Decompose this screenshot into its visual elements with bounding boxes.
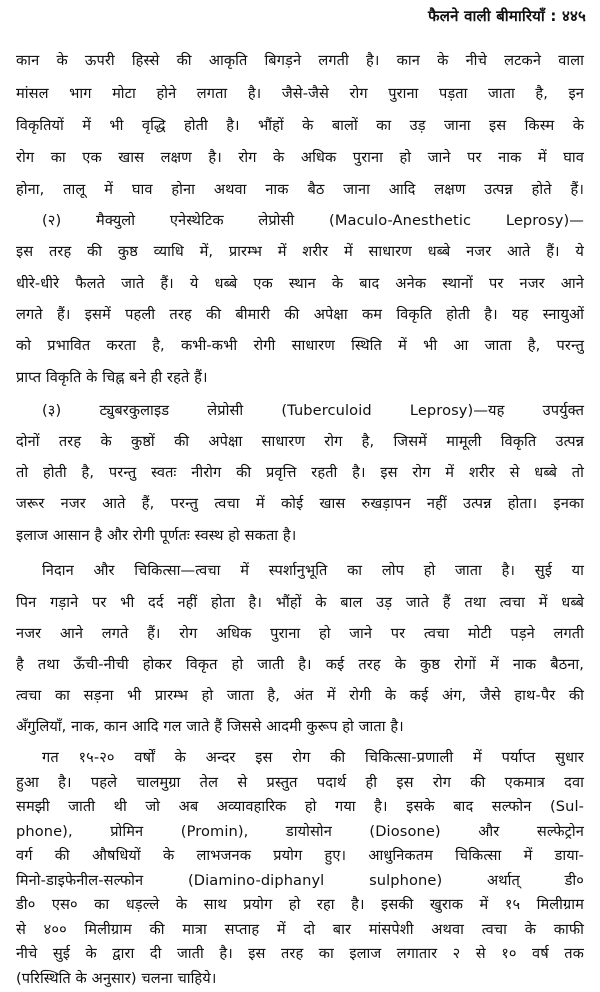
text-line: होना, तालू में घाव होना अथवा नाक बैठ जाना आदि लक्षण उत्पन्न होते हैं। [16, 181, 584, 198]
text-line: गत १५-२० वर्षों के अन्दर इस रोग की चिकित्सा-प्रणाली में पर्याप्त सुधार [42, 749, 584, 766]
section-heading-maculo: (२) मैक्युलो एनेस्थेटिक लेप्रोसी (Maculo-Anesthetic Leprosy)— [42, 212, 584, 229]
text-line: कान के ऊपरी हिस्से की आकृति बिगड़ने लगती है। कान के नीचे लटकने वाला [16, 52, 584, 69]
text-line: डी० एस० का धड़ल्ले के साथ प्रयोग हो रहा है। इसकी खुराक में १५ मिलीग्राम [16, 896, 584, 913]
section-heading-diagnosis: निदान और चिकित्सा—त्वचा में स्पर्शानुभूति का लोप हो जाता है। सुई या [42, 562, 584, 579]
text-line: है तथा ऊँची-नीची होकर विकृत हो जाती है। कई तरह के कुष्ठ रोगों में नाक बैठना, [16, 656, 584, 673]
text-line: समझी जाती थी जो अब अव्यावहारिक हो गया है। इसके बाद सल्फोन (Sul- [16, 798, 584, 815]
text-line: मिनो-डाइफेनील-सल्फोन (Diamino-diphanyl sulphone) अर्थात् डी० [16, 871, 584, 889]
text-line: विकृतियों में भी वृद्धि होती है। भौंहों के बालों का उड़ जाना इस किस्म के [16, 117, 584, 134]
text-line: को प्रभावित करता है, कभी-कभी रोगी साधारण स्थिति में भी आ जाता है, परन्तु [16, 337, 584, 354]
text-line: जरूर नजर आते हैं, परन्तु त्वचा में कोई खास रुखड़ापन नहीं उत्पन्न होता। इनका [16, 495, 584, 512]
text-line: पिन गड़ाने पर भी दर्द नहीं होता है। भौंहों के बाल उड़ जाते हैं तथा त्वचा में धब्बे [16, 594, 584, 611]
text-line: रोग का एक खास लक्षण है। रोग के अधिक पुराना हो जाने पर नाक में घाव [16, 149, 584, 166]
text-line: (परिस्थिति के अनुसार) चलना चाहिये। [16, 969, 217, 987]
text-line: से ४०० मिलीग्राम की मात्रा सप्ताह में दो बार मांसपेशी अथवा त्वचा के काफी [16, 920, 584, 938]
text-line: दोनों तरह के कुष्ठों की अपेक्षा साधारण रोग है, जिसमें मामूली विकृति उत्पन्न [16, 433, 584, 450]
text-line: नीचे सुई के द्वारा दी जाती है। इस तरह का इलाज लगातार २ से १० वर्ष तक [16, 945, 584, 962]
text-line: इस तरह की कुष्ठ व्याधि में, प्रारम्भ में शरीर में साधारण धब्बे नजर आते हैं। ये [16, 243, 584, 260]
text-line: phone), प्रोमिन (Promin), डायोसोन (Diosone) और सल्फेट्रोन [16, 822, 584, 840]
text-line: इलाज आसान है और रोगी पूर्णतः स्वस्थ हो सकता है। [16, 527, 297, 544]
text-line: तो होती है, परन्तु स्वतः नीरोग की प्रवृत्ति रहती है। इस रोग में शरीर से धब्बे तो [16, 464, 584, 481]
text-line: अँगुलियाँ, नाक, कान आदि गल जाते हैं जिससे आदमी कुरूप हो जाता है। [16, 718, 404, 735]
text-line: धीरे-धीरे फैलते जाते हैं। ये धब्बे एक स्थान के बाद अनेक स्थानों पर नजर आने [16, 275, 584, 292]
text-line: लगते हैं। इसमें पहली तरह की बीमारी की अपेक्षा कम विकृति होती है। यह स्नायुओं [16, 306, 584, 323]
text-line: मांसल भाग मोटा होने लगता है। जैसे-जैसे रोग पुराना पड़ता जाता है, इन [16, 85, 584, 102]
text-line: हुआ है। पहले चालमुग्रा तेल से प्रस्तुत पदार्थ ही इस रोग की एकमात्र दवा [16, 773, 584, 791]
running-head: फैलने वाली बीमारियाँ : ४४५ [428, 7, 586, 25]
text-line: वर्ग की औषधियों के लाभजनक प्रयोग हुए। आधुनिकतम चिकित्सा में डाया- [16, 847, 584, 864]
text-line: नजर आने लगते हैं। रोग अधिक पुराना हो जाने पर त्वचा मोटी पड़ने लगती [16, 625, 584, 642]
text-line: त्वचा का सड़ना भी प्रारम्भ हो जाता है, अंत में रोगी के कई अंग, जैसे हाथ-पैर की [16, 687, 584, 704]
text-line: प्राप्त विकृति के चिह्न बने ही रहते हैं। [16, 369, 208, 386]
section-heading-tuberculoid: (३) ट्युबरकुलाइड लेप्रोसी (Tuberculoid Leprosy)—यह उपर्युक्त [42, 402, 584, 419]
